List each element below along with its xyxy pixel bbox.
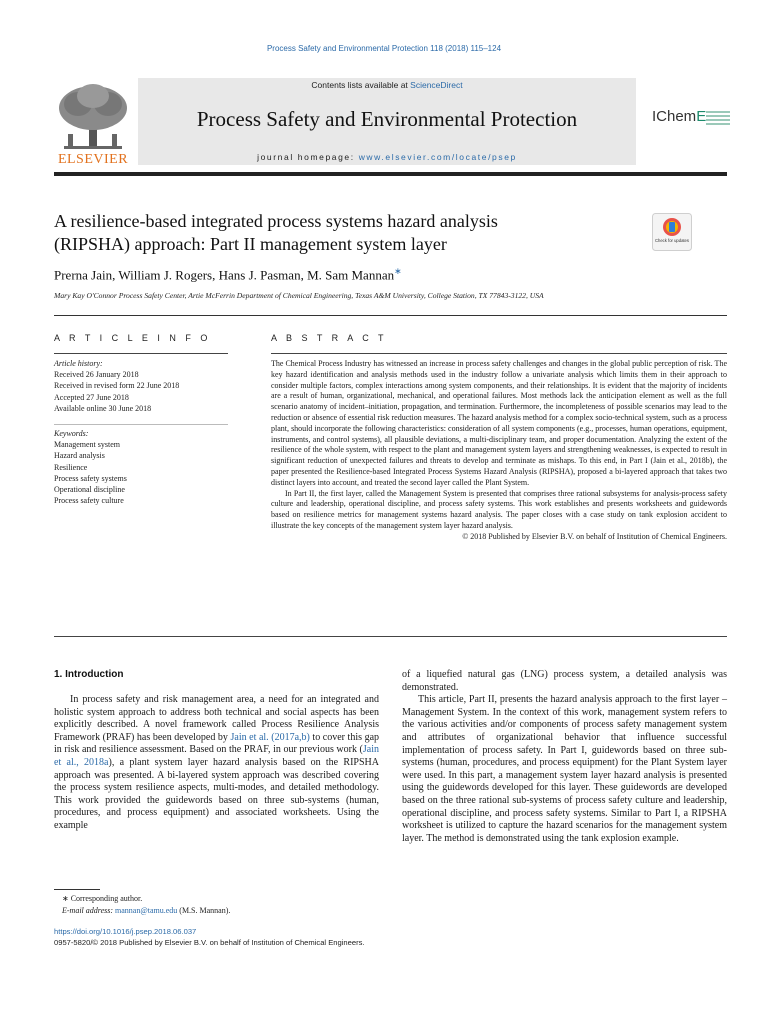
citation-link-jain-2017[interactable]: Jain et al. (2017a,b) [230, 731, 310, 743]
journal-citation-link[interactable]: Process Safety and Environmental Protection 118 (2018) 115–124 [266, 44, 502, 53]
keyword: Hazard analysis [54, 451, 105, 461]
history-received: Received 26 January 2018 [54, 370, 139, 380]
intro-text: to cover this gap in risk and resilience assessment. Based on the PRAF, in our previous work ( [54, 731, 380, 756]
keyword: Management system [54, 440, 120, 450]
article-title-line-1: A resilience-based integrated process systems hazard analysis [54, 211, 498, 231]
homepage-prefix: journal homepage: [257, 152, 359, 162]
keywords-label: Keywords: [54, 429, 89, 438]
icheme-tagline-lines [706, 111, 730, 127]
sciencedirect-link[interactable]: ScienceDirect [410, 80, 463, 90]
icheme-logo[interactable] [652, 108, 706, 125]
keyword: Process safety culture [54, 496, 124, 506]
body-column-right [402, 669, 727, 845]
history-revised: Received in revised form 22 June 2018 [54, 381, 180, 391]
email-link[interactable]: mannan@tamu.edu [115, 905, 178, 915]
abstract-bottom-rule [54, 636, 727, 637]
footnote-mark: ∗ [62, 894, 69, 903]
badge-label: Check for updates [655, 238, 689, 243]
header-rule [54, 172, 727, 176]
journal-title: Process Safety and Environmental Protection [196, 107, 578, 131]
corresponding-author-label: Corresponding author. [70, 894, 143, 903]
abstract-paragraph-2: In Part II, the first layer, called the Management System is presented that comprises three rational subsystems for analysis-process safety culture and leadership, operational discipline, and process safety systems. This work establishes and presents worksheets and guidewords based on resilience metrics for management systems hazard analysis. The paper closes with a case study on tank explosion accident to illustrate the key concepts of the management system layer hazard analysis. [271, 488, 727, 530]
corresponding-author-mark[interactable]: ∗ [394, 266, 402, 276]
homepage-line [138, 152, 636, 162]
body-column-left [54, 694, 379, 833]
keyword: Resilience [54, 462, 88, 472]
history-accepted: Accepted 27 June 2018 [54, 392, 129, 402]
doi-link[interactable]: https://doi.org/10.1016/j.psep.2018.06.037 [54, 927, 197, 936]
article-history [54, 358, 228, 414]
email-note [62, 905, 382, 917]
affiliation-rule [54, 315, 727, 316]
introduction-heading: 1. Introduction [54, 669, 124, 680]
icheme-logo-e: E [696, 108, 707, 125]
intro-text: ), a plant system layer hazard analysis based on the RIPSHA approach was presented. A bi-layered system approach was described covering the process system resilience aspects, multi-modes, and detailed methodology. This work provided the guidewords based on three sub-systems (human, procedures, and process equipment) and associated worksheets. Using the example [54, 756, 379, 831]
keyword: Operational discipline [54, 485, 125, 495]
abstract-body [271, 359, 727, 543]
contents-line [138, 80, 636, 90]
check-for-updates-badge[interactable] [652, 213, 692, 251]
email-suffix: (M.S. Mannan). [177, 905, 231, 915]
keywords-rule [54, 424, 228, 425]
intro-paragraph-2: This article, Part II, presents the hazard analysis approach to the first layer – Management System. In the context of this work, management system refers to the various activities and/or components of process safety management system and attributes of organizational behavior that influence successful implementation of process safety. In Part I, guidewords based on three sub-systems (human, procedures, and process equipment) for the Plant System layer were used. In this part, a management system layer hazard analysis is presented using the guidewords developed for this layer. These guidewords are developed based on the three rational sub-systems of process safety culture and leadership, operational discipline, and process safety systems. Similar to Part I, a RIPSHA worksheet is utilized to capture the hazard scenarios for the management system layer. The method is demonstrated using the tank explosion example. [402, 694, 727, 844]
intro-text: In process safety and risk management area, a need for an integrated and holistic system approach to address both technical and social aspects has been explicitly described. A novel framework called Process Resilience Analysis Framework (PRAF) has been developed by [54, 694, 379, 743]
abstract-copyright: © 2018 Published by Elsevier B.V. on behalf of Institution of Chemical Engineers. [462, 531, 727, 541]
issn-copyright: 0957-5820/© 2018 Published by Elsevier B.V. on behalf of Institution of Chemical Engineers. [54, 938, 365, 947]
abstract-rule [271, 353, 727, 354]
keyword: Process safety systems [54, 473, 127, 483]
contents-prefix: Contents lists available at [311, 80, 411, 90]
history-online: Available online 30 June 2018 [54, 403, 152, 413]
footnote [62, 893, 382, 916]
article-title-line-2: (RIPSHA) approach: Part II management system layer [54, 234, 447, 254]
keywords [54, 428, 228, 506]
intro-paragraph-1-continued: of a liquefied natural gas (LNG) process system, a detailed analysis was demonstrated. [402, 669, 727, 693]
affiliation: Mary Kay O'Connor Process Safety Center, Artie McFerrin Department of Chemical Engineering, Texas A&M University, College Station, TX 77843-3122, USA [54, 291, 544, 300]
authors-names: Prerna Jain, William J. Rogers, Hans J. Pasman, M. Sam Mannan [54, 267, 395, 283]
intro-paragraph-1 [54, 694, 379, 833]
footnote-rule [54, 889, 100, 890]
article-info-heading: A R T I C L E I N F O [54, 333, 211, 343]
email-label: E-mail address: [62, 905, 116, 915]
history-label: Article history: [54, 359, 103, 368]
publisher-name: ELSEVIER [57, 152, 129, 167]
author-list [54, 266, 402, 283]
article-title [54, 210, 614, 256]
abstract-heading: A B S T R A C T [271, 333, 388, 343]
article-info-rule [54, 353, 228, 354]
corresponding-author-note [62, 893, 382, 905]
journal-homepage-link[interactable]: www.elsevier.com/locate/psep [358, 152, 517, 162]
icheme-logo-text: IChem [652, 108, 697, 125]
abstract-paragraph-1: The Chemical Process Industry has witnessed an increase in process safety challenges and changes in the global public perception of risk. The key hazard identification and analysis methods used in the industry follow a univariate analysis which limits them in their approach to consider multiple factors, complex interactions among system components, and their relationships. It is evident that the majority of incidents are a result of human, organizational, mechanical, and operational failures. Most methods lack the anticipation element as well as the full scenario anatomy of incident–initiation, propagation, and termination. Furthermore, the incompleteness of possible scenarios may lead to the reduction or absence of essential risk reduction measures. The hazard analysis method for a complex socio-technical system, such as a process plant, should incorporate the following characteristics: consideration of all system components (e.g., processes, human operations, equipment, instruments, and control systems), all plausible deviations, a multi-disciplinary team, and proper documentation. Analyzing the extent of the resilience of the whole system, with respect to the plant and management system layers and strengthening weaknesses, is expected to result in significant reduction of unexpected failures and threats to develop and terminate as mishaps. To this end, in Part I (Jain et al., 2018b), the paper presented the Resilience-based Integrated Process Systems Hazard Analysis (RIPSHA), proposed a bi-layered approach that takes two distinct layers into account, and treated the second layer called the Plant System. [271, 359, 727, 487]
citation-link-jain-2018a[interactable]: Jain et al., 2018a [54, 744, 379, 768]
